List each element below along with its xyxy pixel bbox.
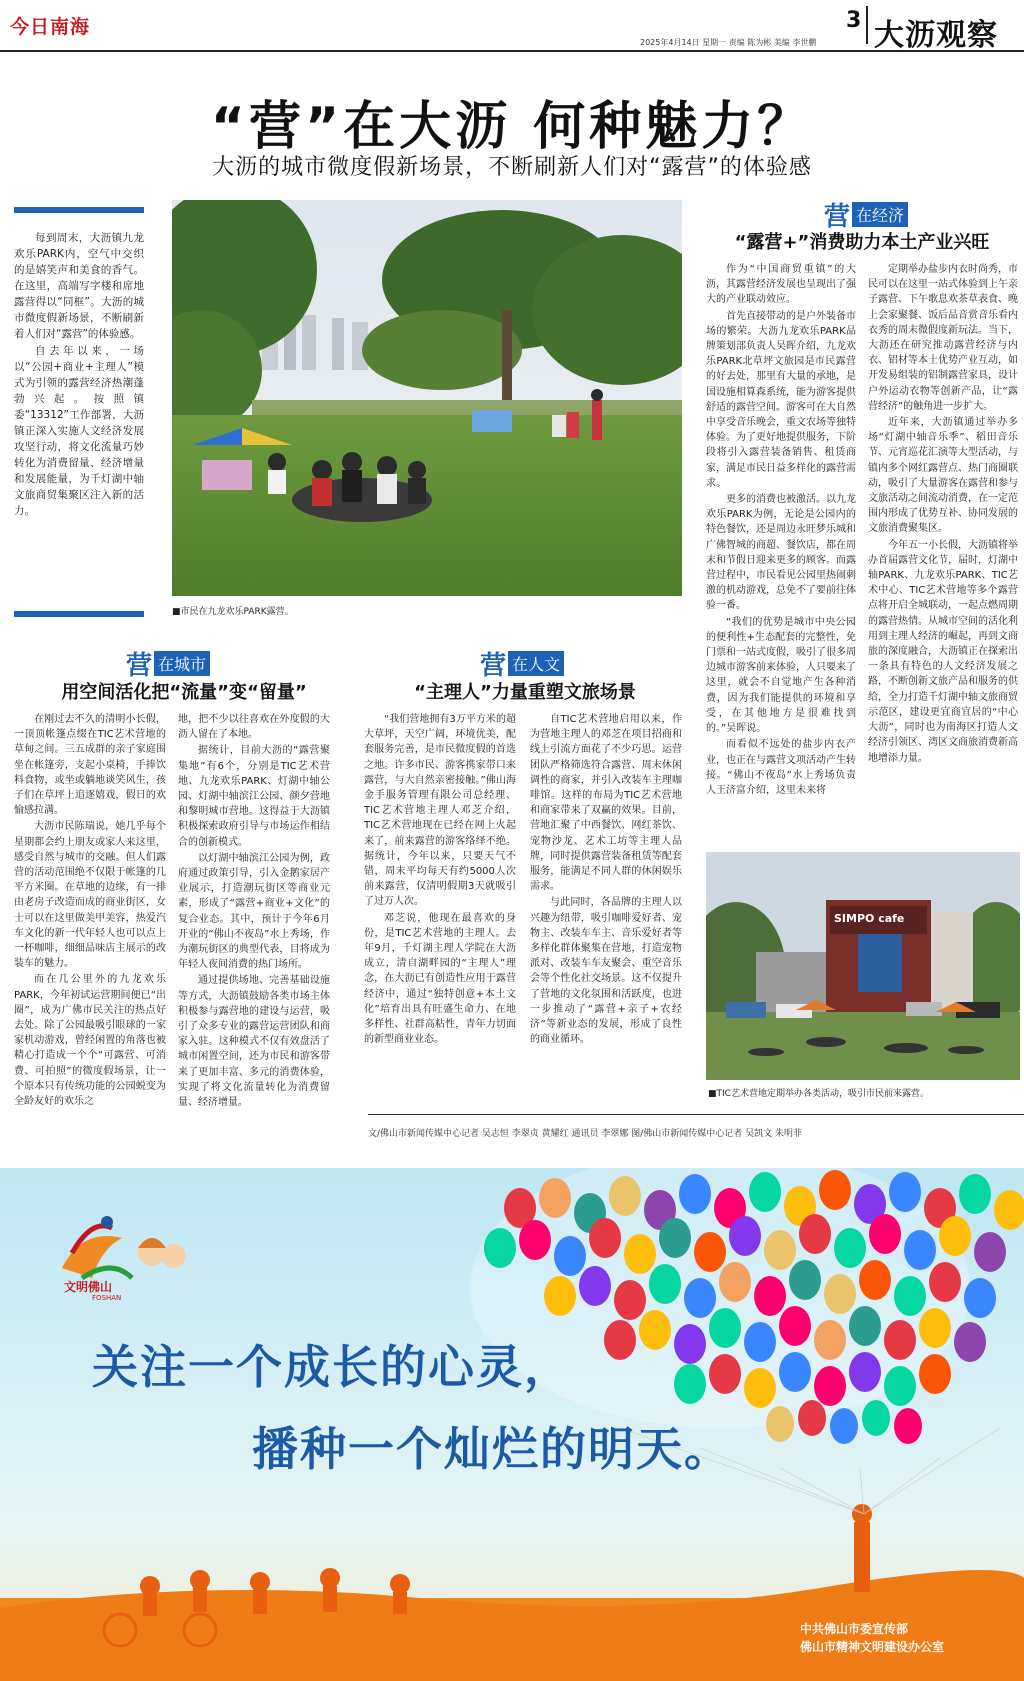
- tic-camp-photo: [706, 852, 1020, 1080]
- culture-column-2: [530, 712, 682, 1098]
- park-photo-caption: ■市民在九龙欢乐PARK露营。: [172, 607, 294, 617]
- newspaper-logo: 今日南海: [10, 16, 91, 38]
- masthead: [0, 0, 1024, 52]
- cafe-sign: SIMPO cafe: [834, 912, 905, 925]
- tic-camp-illustration: [706, 852, 1020, 1080]
- economy-paragraph: 作为“中国商贸重镇”的大沥，其露营经济发展也呈现出了强大的产业联动效应。: [706, 264, 856, 306]
- park-camping-photo: [172, 200, 682, 596]
- economy-paragraph: 定期举办盐步内衣时尚秀，市民可以在这里一站式体验到上午亲子露营、下午歌息欢茶草表食、晚上会家聚餐、饭后品音赏音乐看内衣秀的周末微假度新玩法。当下，大沥还在研究推动露营经济与内衣、铝材等本土优势产业互动，如开发易组装的铝制露营家具，设计户外运动衣物等创新产品，让“露营经济”的触角进一步扩大。: [868, 264, 1018, 412]
- city-paragraph: 而在几公里外的九龙欢乐PARK，今年初试运营期间便已“出圈”，成为广佛市民关注的热点好去处。除了公园最吸引眼球的一家家机动游戏，曾经闲置的角落也被精心打造成一个个“可露营、可消费、可拍照”的微度假场景，让一个原本只有传统功能的公园蜕变为全龄友好的欢乐之: [14, 974, 166, 1108]
- section-title: 大沥观察: [874, 18, 998, 53]
- economy-column-1: [706, 262, 856, 868]
- economy-paragraph: 而看似不远处的盐步内衣产业，也正在与露营文项活动产生转接。“佛山不夜岛”水上秀场负责人王济富介绍，这里未来将: [706, 739, 856, 796]
- lede-top-bar: [14, 207, 144, 213]
- city-tag: [126, 645, 210, 682]
- lede-paragraph: 自去年以来，一场以“公园+商业+主理人”模式为引领的露营经济热潮蓬勃兴起。按照镇委“13312”工作部署，大沥镇正深入实施人文经济发展攻坚行动，将文化流量巧妙转化为消费留量、经济增量和发展能量，为千灯湖中轴文旅商贸集聚区注入新的活力。: [14, 345, 144, 517]
- economy-tag-label: 在经济: [852, 202, 908, 227]
- city-column-1: [14, 712, 166, 1140]
- city-column-2: [178, 712, 330, 1140]
- culture-paragraph: “我们营地拥有3万平方米的超大草坪，天空广阔，环境优美，配套服务完善，是市民微度假的首选之地。许多市民、游客携家带口来露营，与大自然亲密接触。”佛山海金手服务管理有限公司总经理、TIC艺术营地主理人邓芝介绍，TIC艺术营地现在已经在网上火起来了，前来露营的游客络绎不绝。据统计，今年以来，只要天气不错，周末平均每天有约5000人次前来露营，仅清明假期3天就吸引了过万人次。: [364, 714, 516, 908]
- brand-english: FOSHAN: [92, 1294, 122, 1302]
- culture-tag-char: 营: [480, 651, 507, 681]
- city-paragraph: 地，把不少以往喜欢在外度假的大沥人留在了本地。: [178, 714, 330, 741]
- tic-photo-caption: ■TIC艺术营地定期举办各类活动，吸引市民前来露营。: [708, 1089, 929, 1099]
- city-tag-label: 在城市: [154, 651, 210, 676]
- economy-paragraph: 近年来，大沥镇通过举办多场“灯湖中轴音乐季”、稻田音乐节、元宵巡花汇演等大型活动，与镇内多个网红露营点、热门商圈联动，吸引了大量游客在露营和参与文旅活动之间流动消费，在一定范围内形成了优势互补、协同发展的文旅消费聚集区。: [868, 417, 1018, 535]
- issue-meta: 2025年4月14日 星期一 责编 陈为彬 美编 李世鹏: [640, 38, 817, 47]
- culture-paragraph: 与此同时，各品牌的主理人以兴趣为纽带，吸引咖啡爱好者、宠物主、改装车车主、音乐爱好者等多样化群体聚集在营地，打造宠物派对、改装车车友聚会、重空音乐会等个性化社交场景。这不仅提升了营地的文化氛围和活跃度，也进一步推动了“露营+亲子+农经济”等新业态的发展，形成了良性的商业循环。: [530, 897, 682, 1046]
- page-number: 3: [846, 8, 862, 33]
- page-subtitle: 大沥的城市微度假新场景，不断刷新人们对“露营”的体验感: [212, 155, 812, 180]
- culture-tag: [480, 645, 564, 682]
- credit-divider: [368, 1114, 1024, 1115]
- culture-column-1: [364, 712, 516, 1098]
- masthead-divider: [866, 6, 868, 44]
- city-paragraph: 据统计，目前大沥的“露营聚集地”有6个，分别是TIC艺术营地、九龙欢乐PARK、灯湖中轴公园、灯湖中轴滨江公园、颜夕营地和黎明城市营地。这得益于大沥镇积极探索政府引导与市场运作相结合的创新模式。: [178, 745, 330, 848]
- article-credit: 文/佛山市新闻传媒中心记者 吴志恒 李翠贞 黄耀红 通讯员 李翠娜 图/佛山市新闻传媒中心记者 吴凯文 朱明菲: [368, 1129, 802, 1139]
- city-paragraph: 以灯湖中轴滨江公园为例，政府通过政策引导，引入金鹅家居产业展示，打造潮玩街区等商业元素，形成了“露营+商业+文化”的复合业态。其中，预计于今年6月开业的“佛山不夜岛”水上秀场，作为潮玩街区的典型代表，目将成为年轻人夜间消费的热门场所。: [178, 852, 330, 971]
- culture-tag-label: 在人文: [508, 651, 564, 676]
- city-paragraph: 在刚过去不久的清明小长假，一顶顶帐篷点缀在TIC艺术营地的草甸之间。三五成群的亲子家庭围坐在帐篷旁，支起小桌椅，手捧饮料食物，或坐或躺地谈笑风生，孩子们在草坪上追逐嬉戏，假日的欢愉感拉满。: [14, 714, 166, 817]
- city-heading: 用空间活化把“流量”变“留量”: [61, 682, 307, 703]
- park-camping-illustration: [172, 200, 682, 596]
- lede-bottom-bar: [14, 611, 144, 617]
- public-service-ad: [0, 1168, 1024, 1681]
- lede-text: [14, 230, 144, 590]
- brand-name: 文明佛山: [64, 1280, 113, 1294]
- economy-paragraph: 首先直接带动的是户外装备市场的繁荣。大沥九龙欢乐PARK品牌策划部负责人吴晖介绍，九龙欢乐PARK北草坪文旅园是市民露营的好去处，那里有大量的承地，是国设施相算森系统，能为游客提供舒适的露营空间。游客可在大自然中享受音乐晚会，重文农场等独特体验。为了更好地提供服务，下阶段将引入露营装备销售、租赁商家，满足市民日益多样化的露营需求。: [706, 310, 856, 489]
- economy-paragraph: 更多的消费也被激活。以九龙欢乐PARK为例，无论是公园内的特色餐饮，还是周边永旺梦乐城和广佛智城的商超、餐饮店，都在周末和节假日迎来更多的顾客。而露营过程中，市民看见公园里热闹刺激的机动游戏，总免不了要前往体验一番。: [706, 494, 856, 612]
- culture-paragraph: 自TIC艺术营地启用以来，作为营地主理人的邓芝在项目招商和线上引流方面花了不少巧思。运营团队严格筛选符合露营、周末休闲调性的商家，并引入改装车主理咖啡馆。这样的布局为TIC艺术营地和商家带来了双赢的效果。目前，营地汇聚了中西餐饮、网红茶饮、宠物沙龙、艺术工坊等主理人品牌，同时提供露营装备租赁等配套服务，能满足不同人群的休闲娱乐需求。: [530, 714, 682, 893]
- ad-sponsor-2: 佛山市精神文明建设办公室: [800, 1640, 945, 1654]
- lede-paragraph: 每到周末，大沥镇九龙欢乐PARK内，空气中交织的是嬉笑声和美食的香气。在这里，高端写字楼和席地露营得以“同框”。大沥的城市微度假新场景，不断刷新着人们对“露营”的体验感。: [14, 232, 144, 340]
- economy-paragraph: 今年五一小长假，大沥镇将举办首届露营文化节，届时，灯湖中轴PARK、九龙欢乐PARK、TIC艺术中心、TIC艺术营地等多个露营点将开启全城联动，一起点燃周期的露营热情。从城市空间的活化利用到主理人经济的崛起，再到文商旅的深度融合，大沥镇正在探索出一条具有特色的人文经济发展之路，不断创新文旅产品和服务的供给，全力打造千灯湖中轴文旅商贸示范区，建设更宜商宜居的“中心大沥”，同时也为南海区打造人文经济引领区、湾区文商旅消费新高地增添力量。: [868, 539, 1018, 764]
- city-paragraph: 通过提供场地、完善基础设施等方式，大沥镇鼓励各类市场主体积极参与露营地的建设与运营，吸引了众多专业的露营运营团队和商家入驻。这种模式不仅有效盘活了城市闲置空间，还为市民和游客带来了更加丰富、多元的消费体验，实现了将文化流量转化为消费留量、经济增量。: [178, 975, 330, 1109]
- economy-heading: “露营+”消费助力本土产业兴旺: [734, 232, 990, 253]
- city-paragraph: 大沥市民陈瑞说，她几乎每个星期都会约上朋友或家人来这里，感受自然与城市的交融。但人们露营的活动范围绝不仅限于帐篷的几平方米圈。在草地的边缘，有一排由老房子改造而成的商业街区，女士可以在这里做美甲美容，热爱汽车文化的新一代年轻人也可以点上一杯咖啡，细细品味店主展示的改装车的魅力。: [14, 821, 166, 970]
- culture-heading: “主理人”力量重塑文旅场景: [414, 682, 636, 703]
- page-title: “营”在大沥 何种魅力？: [210, 97, 814, 157]
- ad-slogan-line-1: 关注一个成长的心灵，: [92, 1340, 572, 1394]
- ad-slogan-line-2: 播种一个灿烂的明天。: [252, 1422, 732, 1476]
- economy-paragraph: “我们的优势是城市中央公园的便利性+生态配套的完整性，免门票和一站式度假，吸引了很多周边城市游客前来体验，人只要来了这里，就会不自觉地产生各种消费，因为我们能提供的环境和享受，在其他地方是很难找到的。”吴晖说。: [706, 616, 856, 735]
- economy-tag-char: 营: [824, 202, 851, 232]
- ad-sponsor-1: 中共佛山市委宣传部: [800, 1622, 909, 1636]
- city-tag-char: 营: [126, 651, 153, 681]
- economy-column-2: [868, 262, 1018, 866]
- culture-paragraph: 邓芝说，他现在最喜欢的身份，是TIC艺术营地的主理人。去年9月，千灯湖主理人学院在大沥成立，清自湖畔园的“主理人”理念，在大沥已有创造性应用于露营经济中，通过“独特创意+本土文化”培育出具有旺盛生命力、在地多样性、社群高粘性，青年力切面的新型商业业态。: [364, 912, 516, 1046]
